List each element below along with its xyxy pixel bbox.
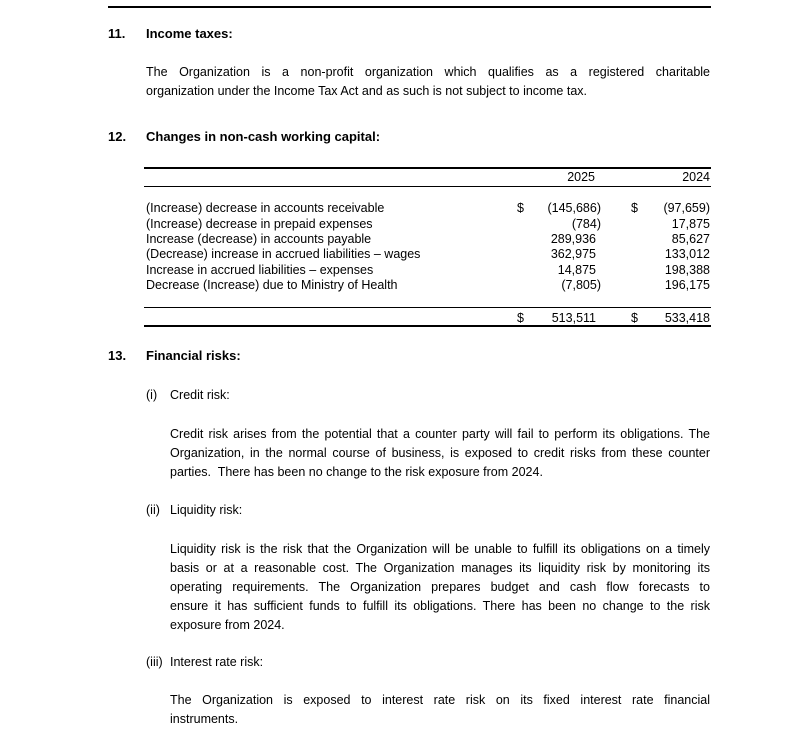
liquidity-line-3: operating requirements. The Organization prepares budget and cash flow forecasts to — [170, 580, 710, 594]
value-2024: 85,627 — [671, 232, 710, 246]
page-top-rule — [108, 6, 711, 8]
note-11-line-1: The Organization is a non-profit organization which qualifies as a registered charitable — [146, 65, 710, 79]
liquidity-risk-label: Liquidity risk: — [170, 503, 243, 517]
row-label: (Decrease) increase in accrued liabilities – wages — [146, 247, 421, 261]
interest-rate-risk-paragraph — [170, 691, 710, 729]
table-top-rule — [144, 167, 711, 169]
row-label: Decrease (Increase) due to Ministry of Health — [146, 278, 398, 292]
value-2024: 17,875 — [671, 217, 710, 231]
row-label: (Increase) decrease in accounts receivable — [146, 201, 385, 215]
total-bottom-rule — [144, 325, 711, 327]
interest-line-2: instruments. — [170, 712, 239, 726]
value-2024: (97,659) — [663, 201, 710, 215]
liquidity-line-1: Liquidity risk is the risk that the Organization will be unable to fulfill its obligations on a timely — [170, 542, 710, 556]
interest-line-1: The Organization is exposed to interest rate risk on its fixed interest rate financial — [170, 693, 710, 707]
credit-risk-label: Credit risk: — [170, 388, 230, 402]
credit-line-1: Credit risk arises from the potential that a counter party will fail to perform its obligations. The — [170, 427, 710, 441]
liquidity-risk-paragraph — [170, 540, 710, 635]
liquidity-line-2: basis or at a reasonable cost. The Organization manages its liquidity risk by monitoring its — [170, 561, 710, 575]
credit-line-2: Organization, in the normal course of business, is exposed to credit risks from these counter — [170, 446, 710, 460]
total-2025: 513,511 — [551, 311, 596, 325]
currency-symbol: $ — [631, 311, 638, 325]
credit-risk-numeral: (i) — [146, 388, 158, 402]
interest-rate-risk-label: Interest rate risk: — [170, 655, 264, 669]
row-label: (Increase) decrease in prepaid expenses — [146, 217, 373, 231]
note-13-title: Financial risks: — [146, 348, 241, 363]
credit-risk-paragraph — [170, 425, 710, 482]
note-11-title: Income taxes: — [146, 26, 233, 41]
value-2024: 196,175 — [664, 278, 710, 292]
total-2024: 533,418 — [664, 311, 710, 325]
credit-risk-heading — [146, 388, 230, 402]
currency-symbol: $ — [631, 201, 638, 215]
currency-symbol: $ — [517, 201, 524, 215]
note-12-title: Changes in non-cash working capital: — [146, 129, 381, 144]
row-label: Increase in accrued liabilities – expenses — [146, 263, 374, 277]
interest-rate-risk-numeral: (iii) — [146, 655, 163, 669]
liquidity-risk-numeral: (ii) — [146, 503, 160, 517]
header-underline — [144, 186, 711, 187]
currency-symbol: $ — [517, 311, 524, 325]
value-2025: 289,936 — [550, 232, 596, 246]
note-12-number: 12. — [108, 129, 127, 144]
note-13-number: 13. — [108, 348, 127, 363]
liquidity-risk-heading — [146, 503, 242, 517]
credit-line-3: parties. There has been no change to the risk exposure from 2024. — [170, 465, 543, 479]
row-label: Increase (decrease) in accounts payable — [146, 232, 372, 246]
value-2025: (145,686) — [547, 201, 601, 215]
note-11-number: 11. — [108, 26, 126, 41]
interest-rate-risk-heading — [146, 655, 263, 669]
value-2025: 14,875 — [557, 263, 596, 277]
column-header-2024: 2024 — [682, 170, 710, 184]
note-11-line-2: organization under the Income Tax Act and as such is not subject to income tax. — [146, 84, 587, 98]
note-11-paragraph — [146, 63, 710, 101]
total-top-rule — [144, 307, 711, 308]
liquidity-line-5: exposure from 2024. — [170, 618, 285, 632]
column-header-2025: 2025 — [567, 170, 595, 184]
value-2024: 198,388 — [664, 263, 710, 277]
value-2025: (7,805) — [561, 278, 601, 292]
liquidity-line-4: ensure it has sufficient funds to fulfill its obligations. There has been no change to the risk — [170, 599, 710, 613]
value-2025: (784) — [571, 217, 601, 231]
value-2025: 362,975 — [550, 247, 596, 261]
value-2024: 133,012 — [664, 247, 710, 261]
